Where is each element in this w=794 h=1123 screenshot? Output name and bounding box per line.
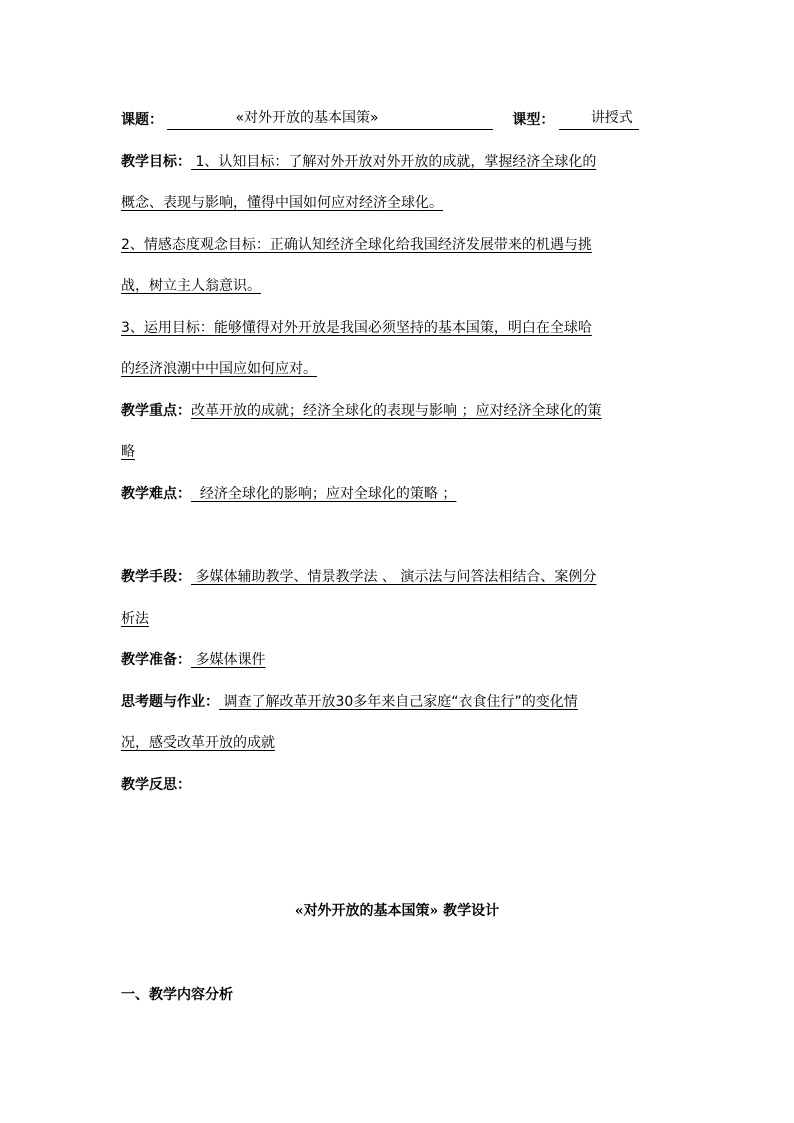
key-points-line-1: 改革开放的成就；经济全球化的表现与影响 ；应对经济全球化的策 (191, 403, 602, 419)
methods-line-1: 多媒体辅助教学、情景教学法 、 演示法与问答法相结合、案例分 (191, 569, 597, 585)
goals-line-1: 1、认知目标：了解对外开放对外开放的成就，掌握经济全球化的 (191, 154, 597, 170)
homework-row-1 (121, 692, 578, 712)
methods-row-1 (121, 567, 596, 587)
difficulties-row (121, 484, 456, 504)
type-label: 课型： (512, 112, 555, 128)
goals-line-3: 2、情感态度观念目标：正确认知经济全球化给我国经济发展带来的机遇与挑 (121, 237, 592, 253)
topic-row (121, 110, 639, 130)
reflection-label: 教学反思： (121, 777, 191, 793)
goals-label: 教学目标： (121, 154, 191, 170)
reflection-row (121, 775, 191, 795)
homework-line-1: 调查了解改革开放30多年来自己家庭“衣食住行”的变化情 (219, 694, 578, 710)
topic-value: «对外开放的基本国策» (235, 110, 379, 126)
goals-line-2: 概念、表现与影响，懂得中国如何应对经济全球化。 (121, 195, 443, 211)
methods-line-2: 析法 (121, 611, 149, 627)
preparation-row (121, 650, 265, 670)
key-points-line-2: 略 (121, 444, 135, 460)
type-value: 讲授式 (590, 110, 633, 126)
goals-line-6: 的经济浪潮中中国应如何应对。 (121, 361, 317, 377)
homework-line-2: 况，感受改革开放的成就 (121, 735, 275, 751)
key-points-row-1 (121, 401, 601, 421)
type-field (559, 112, 639, 130)
homework-label: 思考题与作业： (121, 694, 219, 710)
preparation-label: 教学准备： (121, 652, 191, 668)
difficulties-value: 经济全球化的影响；应对全球化的策略 ； (191, 486, 457, 502)
design-title: «对外开放的基本国策» 教学设计 (294, 903, 500, 919)
methods-label: 教学手段： (121, 569, 191, 585)
topic-label: 课题： (121, 112, 163, 128)
preparation-value: 多媒体课件 (191, 652, 266, 668)
difficulties-label: 教学难点： (121, 486, 191, 502)
key-points-label: 教学重点： (121, 403, 191, 419)
goals-row-1 (121, 152, 596, 172)
topic-field (167, 112, 493, 130)
goals-line-5: 3、运用目标：能够懂得对外开放是我国必须坚持的基本国策，明白在全球哈 (121, 320, 592, 336)
section-1-heading: 一、教学内容分析 (121, 987, 233, 1003)
goals-line-4: 战，树立主人翁意识。 (121, 278, 261, 294)
